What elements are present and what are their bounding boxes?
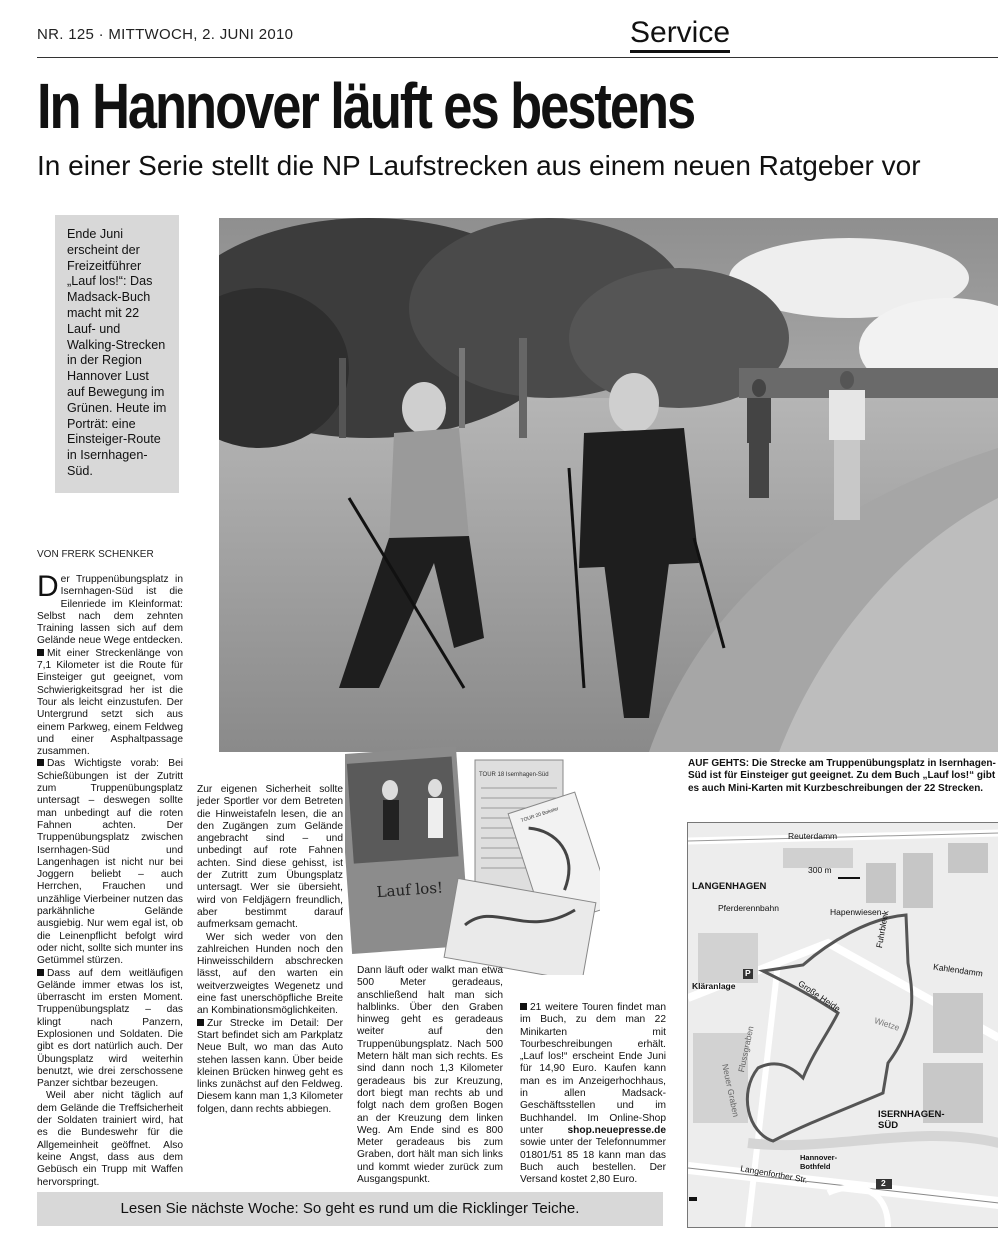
paragraph-text: Dass auf dem weitläufigen Gelände immer etwas los ist, überrascht im ersten Moment. Truppenübungsplatz – das klingt nach Panzern, Explosionen und Soldaten. Die gibt es dort natürlich auch. Der Übungsplatz wird weiterhin benutzt, wie drei zerschossene Panzer sichtbar bezeugen. bbox=[37, 967, 183, 1090]
headline: In Hannover läuft es bestens bbox=[37, 70, 695, 142]
paragraph-text: 21 weitere Touren findet man im Buch, zu dem man 22 Minikarten mit Tourbeschreibungen erhält. „Lauf los!“ erscheint Ende Juni für 14,90 Euro. Kaufen kann man es im Anzeigerhochhaus, in allen Madsack-Geschäftsstellen und im Buchhandel. Im Online-Shop unter bbox=[520, 1002, 666, 1136]
card-title: TOUR 18 Isernhagen-Süd bbox=[479, 772, 549, 778]
paragraph: Dann läuft oder walkt man etwa 500 Meter geradeaus, anschließend halt man sich halblinks. Über den Graben hinweg geht es geradeaus weiter auf den Truppenübungsplatz. Nach 500 Metern hält man sich rechts. Es sind dann noch 1,3 Kilometer geradeaus bis zur Kreuzung, dort biegt man rechts ab und folgt nach dem großen Bogen an der Kreuzung dem linken Weg. Am Ende sind es 800 Meter geradeaus bis zum Graben, dort hält man sich links und kommt wieder zurück zum Ausgangspunkt. bbox=[357, 965, 503, 1186]
shop-url[interactable]: shop.neuepresse.de bbox=[567, 1124, 666, 1136]
paragraph-text: sowie unter der Telefonnummer 01801/51 85 18 kann man das Buch auch bestellen. Der Versand kostet 2,80 Euro. bbox=[520, 1137, 666, 1186]
paragraph bbox=[37, 648, 183, 759]
book-title: Lauf los! bbox=[376, 878, 444, 902]
place-label-bothfeld: Hannover-Bothfeld bbox=[800, 1153, 838, 1171]
author-byline: VON FRERK SCHENKER bbox=[37, 549, 154, 560]
photo-caption: AUF GEHTS: Die Strecke am Truppenübungsplatz in Isernhagen-Süd ist für Einsteiger gut geeignet. Zu dem Buch „Lauf los!“ gibt es auch Mini-Karten mit Kurzbeschreibungen der 22 Strecken. bbox=[688, 758, 996, 794]
paragraph bbox=[37, 758, 183, 967]
street-label-flussgraben: Flussgraben bbox=[736, 1025, 756, 1074]
street-label-hapenwiesen: Hapenwiesen bbox=[830, 907, 882, 917]
paragraph: Zur eigenen Sicherheit sollte jeder Sportler vor dem Betreten die Hinweistafeln lesen, die an den Zugängen zum Gelände angebracht sind – und unbedingt auf rote Fahnen achten. Sind diese gehisst, ist der Zutritt zum Übungsplatz untersagt. Wer sie übersieht, wird von Feldjägern freundlich, aber bestimmt darauf aufmerksam gemacht. bbox=[197, 784, 343, 931]
bullet-square-icon bbox=[197, 1019, 204, 1026]
section-underline bbox=[630, 50, 730, 53]
next-week-teaser bbox=[37, 1192, 663, 1226]
route-map bbox=[687, 822, 998, 1228]
teaser-text: Lesen Sie nächste Woche: So geht es rund um die Ricklinger Teiche. bbox=[120, 1200, 580, 1217]
paragraph bbox=[37, 570, 183, 648]
article-column-4 bbox=[520, 1002, 666, 1186]
street-label-fuhrbleek: Fuhrbleek bbox=[874, 909, 891, 949]
nordic-walking-photo bbox=[219, 218, 998, 752]
bullet-square-icon bbox=[37, 969, 44, 976]
paragraph-text: er Truppenübungsplatz in Isernhagen-Süd ist die Eilenriede im Kleinformat: Selbst nach dem zehnten Training lassen sich auf dem Gelände neue Wege entdecken. bbox=[37, 574, 183, 647]
paragraph-text: Zur Strecke im Detail: Der Start befindet sich am Parkplatz Neue Bult, wo man das Auto stehen lassen kann. Über beide kleinen Brücken hinweg geht es links zunächst auf den Feldweg. Diesem kann man 1,3 Kilometer folgen, dann rechts abbiegen. bbox=[197, 1017, 343, 1115]
book-and-cards-image bbox=[345, 740, 600, 975]
road-number: 2 bbox=[881, 1178, 886, 1188]
paragraph bbox=[197, 1018, 343, 1116]
street-label-reuterdamm: Reuterdamm bbox=[788, 831, 838, 841]
street-label-neuer-graben: Neuer Graben bbox=[720, 1063, 742, 1118]
street-label-langenforther: Langenforther Str. bbox=[739, 1163, 809, 1185]
place-label-langenhagen: LANGENHAGEN bbox=[692, 881, 767, 892]
article-column-2 bbox=[197, 784, 343, 1116]
place-label-pferderennbahn: Pferderennbahn bbox=[718, 903, 779, 913]
street-label-wietze: Wietze bbox=[873, 1015, 901, 1033]
subheadline: In einer Serie stellt die NP Laufstrecken aus einem neuen Ratgeber vor bbox=[37, 150, 921, 181]
drop-cap: D bbox=[37, 570, 59, 603]
street-label-grosse-heide: Große Heide bbox=[796, 978, 843, 1014]
paragraph: Wer sich weder von den zahlreichen Hunden noch den Hinweisschildern abschrecken lässt, auf den warten ein weitverzweigtes Wegenetz und eine fast unerschöpfliche Breite an Kombinationsmöglichkeiten. bbox=[197, 931, 343, 1017]
intro-text: Ende Juni erscheint der Freizeitführer „Lauf los!“: Das Madsack-Buch macht mit 22 Lauf- und Walking-Strecken in der Region Hannover Lust auf Bewegung im Grünen. Heute im Porträt: eine Einsteiger-Route in Isernhagen-Süd. bbox=[67, 227, 167, 478]
place-label-isernhagen-sued: ISERNHAGEN-SÜD bbox=[878, 1109, 945, 1131]
map-scale: 300 m bbox=[808, 865, 832, 875]
bullet-square-icon bbox=[520, 1003, 527, 1010]
section-label: Service bbox=[630, 16, 731, 49]
paragraph: Weil aber nicht täglich auf dem Gelände die Treffsicherheit der Soldaten trainiert wird, hat es die Bundeswehr für die Allgemeinheit geöffnet. Also keine Angst, dass aus dem Gebüsch ein Trupp mit Waffen hervorspringt. bbox=[37, 1090, 183, 1188]
paragraph bbox=[520, 1002, 666, 1186]
issue-line: NR. 125 · MITTWOCH, 2. JUNI 2010 bbox=[37, 26, 294, 43]
paragraph-text: Mit einer Streckenlänge von 7,1 Kilometer ist die Route für Einsteiger gut geeignet, vom Schwierigkeitsgrad her ist die Tour als leicht einzustufen. Der Untergrund setzt sich aus einem Parkweg, einem Feldweg und einer Asphaltpassage zusammen. bbox=[37, 647, 183, 758]
card-title-2: TOUR 20 Bokeler bbox=[520, 806, 560, 824]
parking-icon: P bbox=[745, 968, 751, 978]
header-rule bbox=[37, 57, 998, 58]
street-label-kahlendamm: Kahlendamm bbox=[932, 961, 984, 979]
intro-box bbox=[55, 215, 179, 493]
paragraph-text: Das Wichtigste vorab: Bei Schießübungen ist der Zutritt zum Truppenübungsplatz untersagt – deswegen sollte man unbedingt auf die roten Fahnen achten. Der Truppenübungsplatz zwischen Isernhagen-Süd und Langenhagen ist nicht nur bei Joggern beliebt – auch Herrchen, Frauchen und unzählige Vierbeiner nutzen das parkähnliche Gelände ausgiebig. Nur wem egal ist, ob die Leinenpflicht befolgt wird oder nicht, sollte sich munter ins Getümmel stürzen. bbox=[37, 758, 183, 967]
article-column-3 bbox=[357, 965, 503, 1186]
bullet-square-icon bbox=[37, 649, 44, 656]
place-label-klaeranlage: Kläranlage bbox=[692, 981, 736, 991]
article-column-1 bbox=[37, 570, 183, 1189]
bullet-square-icon bbox=[37, 759, 44, 766]
paragraph bbox=[37, 968, 183, 1091]
